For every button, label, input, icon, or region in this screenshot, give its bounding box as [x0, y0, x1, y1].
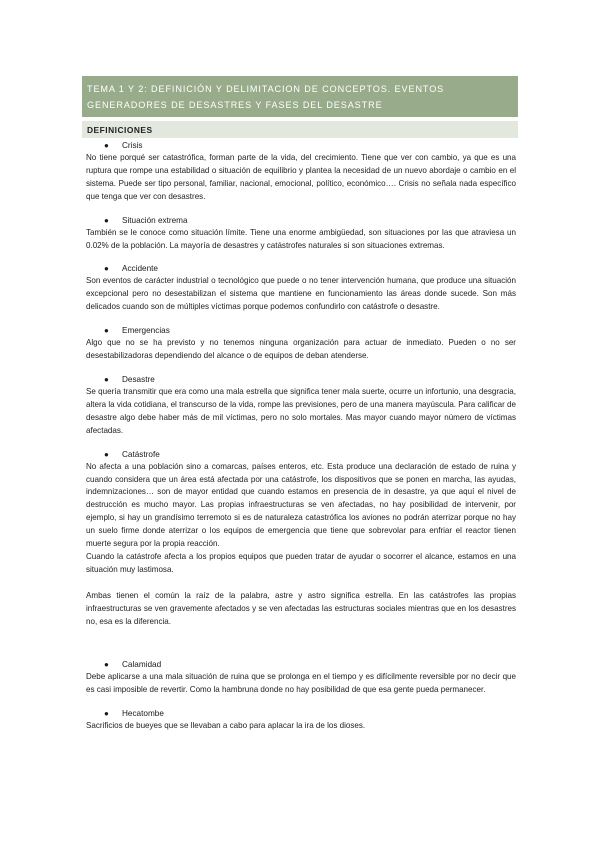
definition-text: Debe aplicarse a una mala situación de ruina que se prolonga en el tiempo y es difícilmente reversible por no decir que es casi imposible de revertir. Como la hambruna donde no hay posibilidad de que esa gente pueda permanecer. — [86, 672, 516, 695]
page-title — [82, 76, 518, 117]
term-heading-catastrofe — [86, 448, 516, 461]
bullet-icon: ● — [104, 449, 109, 459]
section-heading: DEFINICIONES — [82, 121, 518, 138]
term-heading-emergencias — [86, 324, 516, 337]
term-heading-desastre — [86, 373, 516, 386]
term-label: Situación extrema — [122, 215, 188, 225]
comparison-paragraph: Ambas tienen el común la raíz de la palabra, astre y astro significa estrella. En las catástrofes las propias infraestructuras se ven gravemente afectados y se ven afectadas las estructuras sociales mientras que en los desastres no, esa es la diferencia. — [86, 590, 516, 626]
definition-text: Se quería transmitir que era como una mala estrella que significa tener mala suerte, ocurre un infortunio, una desgracia, altera la vida cotidiana, el transcurso de la vida, rompe las previsiones, pero de una manera mayúscula. Para calificar de desastre algo debe haber más de mil víctimas, pero no solo mortales. Mas mayor cuando mayor número de víctimas afectadas. — [86, 386, 516, 435]
term-heading-accidente — [86, 262, 516, 275]
term-label: Accidente — [122, 264, 158, 274]
definition-text: Algo que no se ha previsto y no tenemos ninguna organización para actuar de inmediato. Pueden o no ser desestabilizadoras dependiendo del alcance o de equipos de deban atenderse. — [86, 338, 516, 361]
term-heading-situacion-extrema — [86, 214, 516, 227]
definitions-list — [86, 139, 516, 733]
bullet-icon: ● — [104, 215, 109, 225]
term-label: Calamidad — [122, 660, 162, 670]
title-line-1: TEMA 1 Y 2: DEFINICIÓN Y DELIMITACION DE CONCEPTOS. EVENTOS — [87, 84, 445, 94]
bullet-icon: ● — [104, 374, 109, 384]
bullet-icon: ● — [104, 660, 109, 670]
term-label: Emergencias — [122, 326, 170, 336]
bullet-icon: ● — [104, 709, 109, 719]
term-heading-crisis — [86, 139, 516, 152]
definition-text: No afecta a una población sino a comarcas, países enteros, etc. Esta produce una declaración de estado de ruina y cuando considera que un área está afectada por una catástrofe, los dispositivos que se ponen en marcha, las ayudas, indemnizaciones… son de mayor entidad que cuando estamos en presencia de in desastre, ya que aquí el nivel de destrucción es mucho mayor. Las propias infraestructuras se ven afectadas, no hay posibilidad de intervenir, por ejemplo, si hay un grandísimo terremoto si es de naturaleza catastrófica los aviones no podrán aterrizar porque no hay un suelo firme donde aterrizar o los equipos de emergencia que tiene que sobrevolar para enfriar el reactor tienen muerte segura por la propia reacción. — [86, 461, 516, 549]
definition-text: También se le conoce como situación límite. Tiene una enorme ambigüedad, son situaciones por las que atraviesa un 0.02% de la población. La mayoría de desastres y catástrofes naturales si son situaciones extremas. — [86, 227, 516, 250]
title-line-2: GENERADORES DE DESASTRES Y FASES DEL DESASTRE — [87, 100, 383, 110]
definition-text-continued: Cuando la catástrofe afecta a los propios equipos que pueden tratar de ayudar o socorrer el alcance, estamos en una situación muy lastimosa. — [86, 551, 516, 574]
definition-text: Son eventos de carácter industrial o tecnológico que puede o no tener intervención humana, que produce una situación excepcional pero no desestabilizan el sistema que mantiene en funcionamiento las áreas donde sucede. Son más delicados cuando son de múltiples víctimas porque podemos confundirlo con catástrofe o desastre. — [86, 276, 516, 312]
term-label: Crisis — [122, 141, 143, 150]
definition-text: No tiene porqué ser catastrófica, forman parte de la vida, del crecimiento. Tiene que ver con cambio, ya que es una ruptura que rompe una estabilidad o situación de equilibrio y plantea la necesidad de un nuevo abordaje o cambio en el sistema. Puede ser tipo personal, familiar, nacional, emocional, político, económico…. Crisis no señala nada específico que tenga que ver con desastres. — [86, 153, 516, 201]
term-heading-calamidad — [86, 658, 516, 671]
bullet-icon: ● — [104, 326, 109, 336]
bullet-icon: ● — [104, 141, 109, 150]
definition-text: Sacrificios de bueyes que se llevaban a cabo para aplacar la ira de los dioses. — [86, 721, 366, 731]
term-label: Hecatombe — [122, 709, 164, 719]
term-heading-hecatombe — [86, 707, 516, 720]
term-label: Desastre — [122, 374, 155, 384]
bullet-icon: ● — [104, 264, 109, 274]
term-label: Catástrofe — [122, 449, 160, 459]
